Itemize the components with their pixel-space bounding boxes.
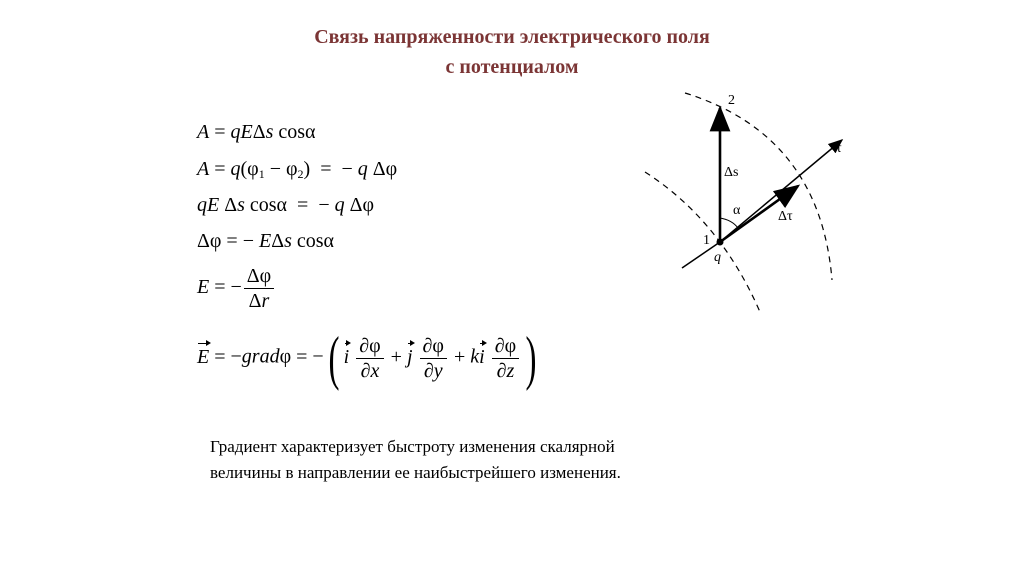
equipotential-line-outer — [685, 93, 832, 280]
label-tau: τ — [836, 141, 842, 156]
label-point-2: 2 — [728, 93, 735, 108]
formula-equality: qE Δs cosα = − q Δφ — [197, 194, 374, 216]
label-point-1: 1 — [703, 233, 710, 248]
title-line-1: Связь напряженности электрического поля — [314, 26, 710, 48]
label-delta-s: Δs — [724, 165, 739, 180]
label-charge-q: q — [714, 250, 721, 265]
field-diagram — [620, 80, 880, 320]
formula-gradient: E = −gradφ = −( i $\frac{\partial\varphi}{\partial x}$ + j $\frac{\partial\varphi}{\partial y}$ + ki $\frac{\partial\varphi}{\partial z}$ ) — [197, 325, 537, 391]
description-line-1: Градиент характеризует быстроту изменения скалярной — [210, 437, 615, 456]
point-1-dot — [717, 239, 724, 246]
formula-delta-phi: Δφ = − EΔs cosα — [197, 230, 334, 252]
gradient-description — [210, 434, 770, 486]
description-line-2: величины в направлении ее наибыстрейшего изменения. — [210, 463, 621, 482]
title-line-2: с потенциалом — [445, 56, 579, 78]
tau-arrow — [720, 140, 842, 242]
page-title — [0, 22, 1024, 82]
formula-field-ratio: E = − $\frac{\Delta\varphi}{\Delta r}$ — [197, 264, 276, 313]
formula-work: A = qEΔs cosα — [197, 121, 316, 143]
angle-arc — [720, 218, 738, 228]
label-delta-tau: Δτ — [778, 209, 793, 224]
fraction-delta-phi-over-delta-r: $\frac{\Delta\varphi}{\Delta r}$ — [244, 264, 274, 313]
formula-work-potential: $A = q(\varphi_1 - \varphi_2)$ = − q Δφ — [197, 158, 398, 181]
label-alpha: α — [733, 203, 741, 218]
